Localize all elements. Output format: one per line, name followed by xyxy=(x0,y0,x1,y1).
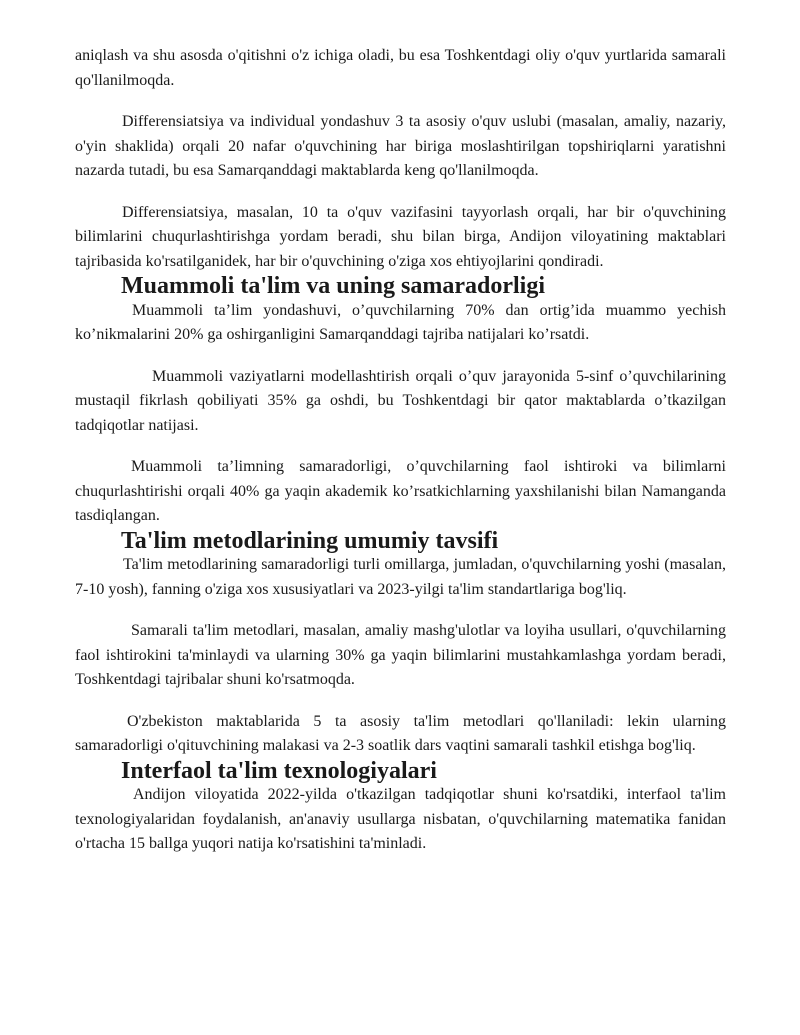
paragraph-andijon-study: Andijon viloyatida 2022-yilda o'tkazilgan tadqiqotlar shuni ko'rsatdiki, interfaol ta'lim texnologiyalaridan foydalanish, an'anaviy usullarga nisbatan, o'quvchilarning matematika fanidan o'rtacha 15 ballga yuqori natija ko'rsatishini ta'minladi. xyxy=(75,786,726,852)
paragraph-differentiation-tasks: Differensiatsiya, masalan, 10 ta o'quv vazifasini tayyorlash orqali, har bir o'quvchining bilimlarini chuqurlashtirishga yordam beradi, shu bilan birga, Andijon viloyatining maktablari tajribasida ko'rsatilganidek, har bir o'quvchining o'ziga xos ehtiyojlarini qondiradi. xyxy=(75,203,726,270)
heading-problem-based-learning: Muammoli ta'lim va uning samaradorligi xyxy=(121,273,546,299)
paragraph-problem-effectiveness: Muammoli ta’limning samaradorligi, o’quvchilarning faol ishtiroki va bilimlarni chuqurlashtirishi orqali 40% ga yaqin akademik ko’rsatkichlarning yaxshilanishi bilan Namanganda tasdiqlangan. xyxy=(75,458,726,524)
heading-interactive-technologies: Interfaol ta'lim texnologiyalari xyxy=(121,757,437,784)
document-page xyxy=(75,44,726,857)
paragraph-differentiation-styles: Differensiatsiya va individual yondashuv 3 ta asosiy o'quv uslubi (masalan, amaliy, nazariy, o'yin shaklida) orqali 20 nafar o'quvchining har biriga moslashtirilgan topshiriqlarni yaratishni nazarda tutadi, bu esa Samarqanddagi maktablarda keng qo'llanilmoqda. xyxy=(75,113,726,179)
paragraph-continuation: aniqlash va shu asosda o'qitishni o'z ichiga oladi, bu esa Toshkentdagi oliy o'quv yurtlarida samarali qo'llanilmoqda. xyxy=(75,47,726,89)
paragraph-problem-approach: Muammoli ta’lim yondashuvi, o’quvchilarning 70% dan ortig’ida muammo yechish ko’nikmalarini 20% ga oshirganligini Samarqanddagi tajriba natijalari ko’rsatdi. xyxy=(75,301,726,343)
paragraph-problem-modelling: Muammoli vaziyatlarni modellashtirish orqali o’quv jarayonida 5-sinf o’quvchilarining mustaqil fikrlash qobiliyati 35% ga oshdi, bu Toshkentdagi bir qator maktablarda o’tkazilgan tadqiqotlar natijasi. xyxy=(75,367,726,434)
heading-teaching-methods-overview: Ta'lim metodlarining umumiy tavsifi xyxy=(121,527,499,554)
paragraph-effective-methods: Samarali ta'lim metodlari, masalan, amaliy mashg'ulotlar va loyiha usullari, o'quvchilarning faol ishtirokini ta'minlaydi va ularning 30% ga yaqin bilimlarini mustahkamlashga yordam beradi, Toshkentdagi tajribalar shuni ko'rsatmoqda. xyxy=(75,622,726,688)
paragraph-methods-factors: Ta'lim metodlarining samaradorligi turli omillarga, jumladan, o'quvchilarning yoshi (masalan, 7-10 yosh), fanning o'ziga xos xususiyatlari va 2023-yilgi ta'lim standartlariga bog'liq. xyxy=(75,556,726,598)
paragraph-uzbek-schools-methods: O'zbekiston maktablarida 5 ta asosiy ta'lim metodlari qo'llaniladi: lekin ularning samaradorligi o'qituvchining malakasi va 2-3 soatlik dars vaqtini samarali tashkil etishga bog'liq. xyxy=(75,712,726,754)
